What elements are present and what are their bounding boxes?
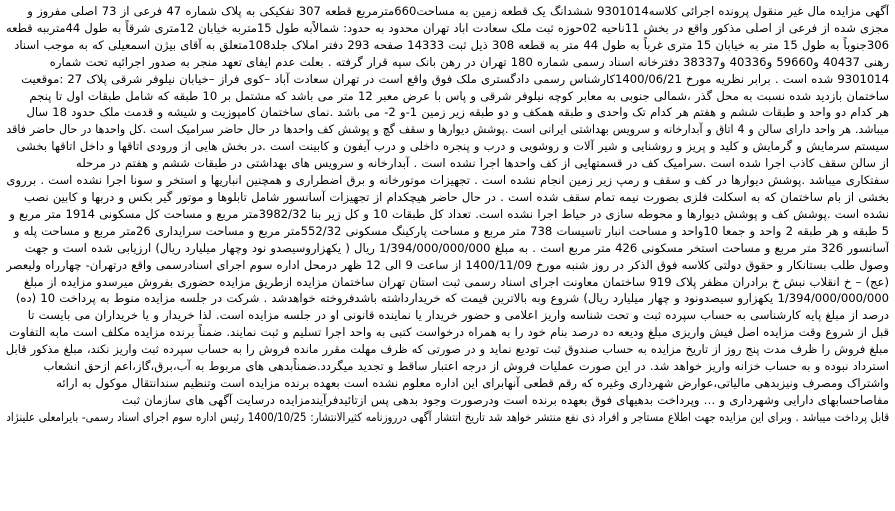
notice-line: آسانسور 326 متر مربع و مساحت استخر مسکونی 426 متر مربع است . به مبلغ 1/394/000/000/000 ریال ( یکهزاروسیصدو نود وچهار میلیارد ریال) ارزیابی شده است و جهت (24, 240, 889, 255)
notice-line: نشده است .پوشش کف و پوشش دیوارها و محوطه سازی در حیاط اجرا نشده است. تعداد کل طبقات 10 و کل زیر بنا 3982/32متر مربع و مساحت کل مسکونی 1914 متر مربع و (9, 206, 889, 221)
notice-line: 5 طبقه و هر طبقه 2 واحد و جمعا 10واحد و مساحت انبار تاسیسات 738 متر مربع و مساحت پارکینگ مسکونی 552/32متر مربع و مساحت سرایداری 26متر مربع و مساحت پله و (13, 223, 889, 238)
notice-line: سیستم سرمایش و گرمایش و کلید و پریز و روشنایی و شیر آلات و روشویی و درب و پنجره داخلی و درب آیفون و کابینت است .در بخش هایی از ورودی اتاقها و داخل اتاقها بخشی (16, 139, 889, 154)
notice-line: ساختمان بازدید شده نسبت به محل گذر ،شمالی جنوبی به معابر کوچه نیلوفر شرقی و پاس با عرض معبر 12 متر می باشد که مشتمل بر 10 طبقه که شامل طبقات اول تا پنجم (29, 88, 889, 103)
notice-line: مفاصاحسابهای دارایی وشهرداری و … وپرداخت بدهیهای فوق بعهده برنده است ودرصورت وجود بدهی پس ازتائیدفرآیندمزایده درسایت آگهی های سازمان ثبت (121, 392, 889, 407)
notice-line: وصول طلب بستانکار و حقوق دولتی کلاسه فوق الذکر در روز شنبه مورخ 1400/11/09 از ساعت 9 الی 12 ظهر درمحل اداره سوم اجرای اسنادرسمی واقع درتهران- چهارراه ولیعصر (6, 257, 889, 272)
notice-line: از سالن سقف کاذب اجرا شده است .سرامیک کف در قسمتهایی از کف واحدها اجرا نشده است . آبدارخانه و سرویس های بهداشتی در طبقات ششم و هفتم در مرحله (76, 156, 889, 171)
notice-line: واشتراک ومصرف ونیزبدهی مالیاتی،عوارض شهرداری وغیره که رقم قطعی آنهابرای این اداره معلوم نشده است بعهده برنده مزایده است وتنظیم سندانتقال موکول به ارائه (56, 375, 889, 390)
notice-line: میباشد. هر واحد دارای سالن و 4 اتاق و آبدارخانه و سرویس بهداشتی ایرانی است .پوشش دیوارها و سقف گچ و پوشش کف واحدها در حال حاضر سرامیک است .کل واحدها در حال حاضر فاقد (6, 122, 889, 137)
notice-line: قابل پرداخت میباشد . وبرای این مزایده جهت اطلاع مستاجر و افراد ذی نفع منتشر خواهد شد تاریخ انتشار آگهی درروزنامه کثیرالانتشار: 1400/10/25 رئیس اداره سوم اجرای اسناد رسمی- بایرامعلی علینژاد (6, 409, 889, 424)
notice-line: مبلغ فروش را ظرف مدت پنج روز از تاریخ مزایده به حساب صندوق ثبت تودیع نماید و در صورتی که ظرف مهلت مقرر مانده فروش را به حساب سپرده ثبت واریز نکند، مبلغ مذکور قابل (6, 342, 889, 357)
notice-line: مجزی شده از فرعی از اصلی مذکور واقع در بخش 11ناحیه 02حوزه ثبت ملک سعادت اباد تهران محدود به حدود: شمالاًبه طول 15متربه خیابان 12متری شرقاً به طول 44مترببه قطعه (6, 20, 889, 35)
notice-line: 9301014 شده است . برابر نظریه مورخ 1400/06/21کارشناس رسمی دادگستری ملک فوق واقع است در تهران سعادت آباد –کوی فراز –خیابان نیلوفر شرقی پلاک 27 :موقعیت (21, 71, 889, 86)
notice-line: 306جنوباً به طول 15 متر به خیابان 15 متری غرباً به طول 44 متر به قطعه 308 ذیل ثبت 14333 صفحه 293 دفتر املاک جلد108متعلق به آقای بیژن اسمعیلی که به موجب اسناد (14, 37, 889, 52)
notice-line: رهنی 40437 و59660 و40336 و38337 دفترخانه اسناد رسمی شماره 180 تهران در رهن بانک سپه قرار گرفته . بعلت عدم ایفای تعهد منجر به صدور اجرائیه تحت شماره (49, 54, 889, 69)
notice-line: هر کدام دو واحد و طبقات ششم و هفتم هر کدام تک واحدی و طبقه همکف و دو طبقه زیر زمین 1-و 2- می باشد .نمای ساختمان کامپوزیت و شیشه و قدمت ملک حدود 18 سال (26, 105, 889, 120)
notice-line: استرداد نبوده و به حساب خزانه واریز خواهد شد. در این صورت عملیات فروش از درجه اعتبار ساقط و تجدید میگردد.ضمناًبدهی های مربوط به آب،برق،گاز،اعم ازحق انشعاب (43, 359, 889, 374)
notice-line: بخشی از بام ساختمان که به اسکلت فلزی بصورت نیمه تمام سقف شده است . در حال حاضر هیچکدام از تجهیزات آسانسور شامل تابلوها و موتور گیر بکس و دربها و کابین نصب (24, 189, 889, 204)
notice-line: (عج) – خ انقلاب نبش خ برادران مظفر پلاک 919 ساختمان معاونت اجرای اسناد رسمی ثبت استان تهران ساختمان مزایده ازطریق مزایده حضوری بفروش میرسدو مزایده از مبلغ (23, 274, 889, 289)
notice-line: آگهی مزایده مال غیر منقول پرونده اجرائی کلاسه9301014 ششدانگ یک قطعه زمین به مساحت660مترمربع قطعه 307 تفکیکی به پلاک شماره 47 فرعی از 73 اصلی مفروز و (27, 4, 889, 18)
auction-notice-text (6, 3, 889, 508)
notice-line: 1/394/000/000/000 یکهزارو سیصدونود و چهار میلیارد ریال) شروع وبه بالاترین قیمت که خریدارداشته باشدفروخته خواهدشد . شرکت در جلسه مزایده منوط به پرداخت 10 (ده) (15, 291, 889, 306)
notice-line: سفتکاری میباشد .پوشش دیوارها در کف و سقف و رمپ زیر زمین انجام نشده است . تجهیزات موتورخانه و برق اضطراری و همچنین انباریها و استخر و سونا اجرا نشده است . برروی (6, 173, 889, 188)
notice-line: درصد از مبلغ پایه کارشناسی به حساب سپرده ثبت و تحت شناسه واریز اعلامی و حضور خریدار یا نماینده قانونی او در جلسه مزایده است. لذا خریدار و یا خریداران می بایست تا (27, 308, 889, 323)
notice-line: قبل از شروع وقت مزایده اصل فیش واریزی مبلغ ودیعه ده درصد بنام خود را به همراه درخواست کتبی به واحد اجرا تسلیم و ثبت نمایند. ضمناً برنده مزایده مکلف است مابه التفاوت (9, 325, 889, 340)
